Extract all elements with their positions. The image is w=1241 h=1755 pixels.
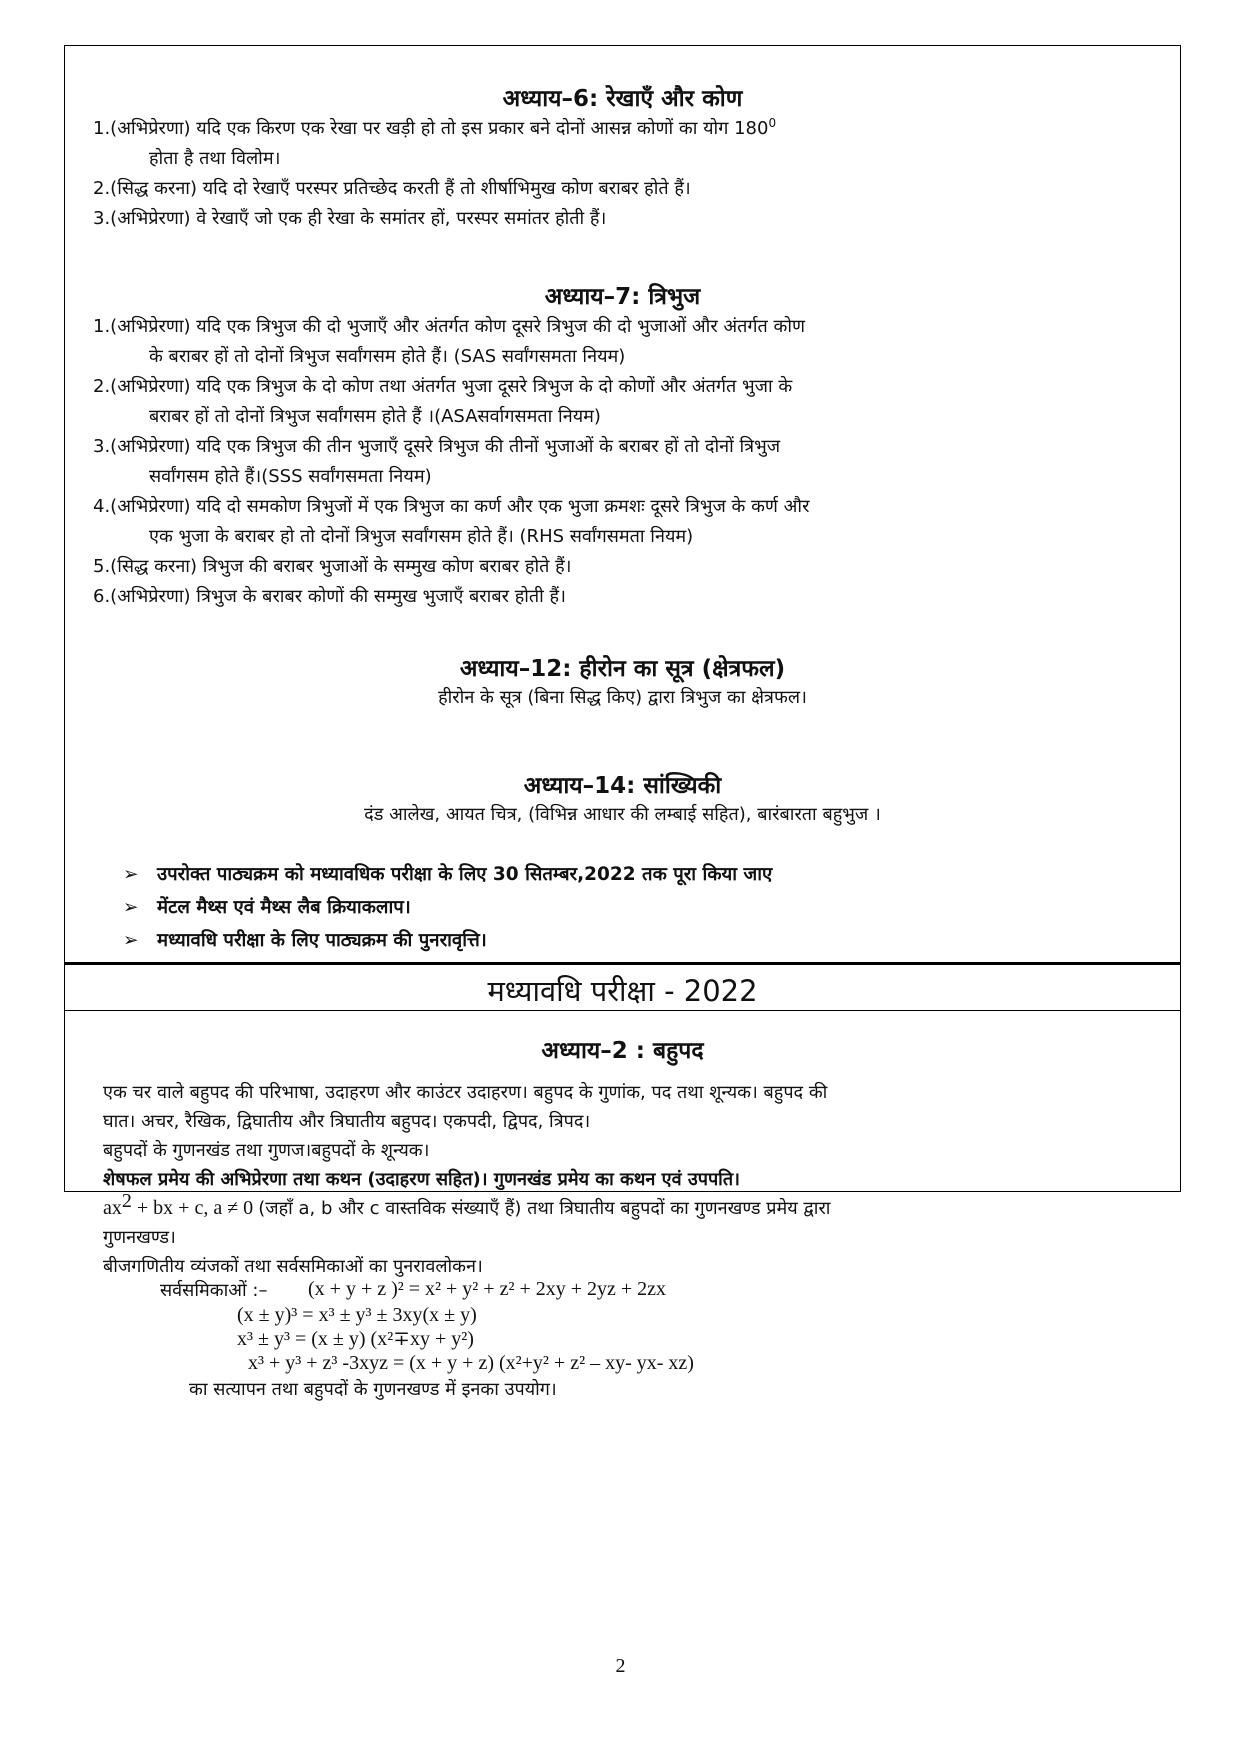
note-item (65, 858, 1180, 891)
note-text: मध्यावधि परीक्षा के लिए पाठ्यक्रम की पुनरावृत्ति। (157, 930, 487, 951)
degree-sup: 0 (768, 116, 777, 130)
item-text: 3.(अभिप्रेरणा) यदि एक त्रिभुज की तीन भुजाएँ दूसरे त्रिभुज की तीनों भुजाओं के बराबर हों तो दोनों त्रिभुज (93, 436, 781, 457)
chapter-2-section (65, 1036, 1180, 1281)
para-line: बीजगणितीय व्यंजकों तथा सर्वसमिकाओं का पुनरावलोकन। (103, 1256, 483, 1277)
chapter-12-text: हीरोन के सूत्र (बिना सिद्ध किए) द्वारा त्रिभुज का क्षेत्रफल। (438, 687, 807, 708)
para-text: (जहाँ a, b और c वास्तविक संख्याएँ हैं) तथा त्रिघातीय बहुपदों का गुणनखण्ड प्रमेय द्वारा (258, 1198, 831, 1219)
para-line: शेषफल प्रमेय की अभिप्रेरणा तथा कथन (उदाहरण सहित)। गुणनखंड प्रमेय का कथन एवं उपपति। (103, 1169, 740, 1190)
para-line: बहुपदों के गुणनखंड तथा गुणज।बहुपदों के शून्यक। (103, 1140, 430, 1161)
item-text: 3.(अभिप्रेरणा) वे रेखाएँ जो एक ही रेखा के समांतर हों, परस्पर समांतर होती हैं। (93, 208, 607, 229)
note-text: उपरोक्त पाठ्यक्रम को मध्यावधिक परीक्षा के लिए 30 सितम्बर,2022 तक पूरा किया जाए (157, 864, 773, 885)
item-text-cont: के बराबर हों तो दोनों त्रिभुज सर्वांगसम होते हैं। (SAS सर्वांगसमता नियम) (149, 346, 626, 367)
math-text: + bx + c, a ≠ 0 (131, 1197, 259, 1219)
chapter-2-title: अध्याय–2 : बहुपद (541, 1038, 704, 1064)
list-item (65, 174, 1180, 204)
list-item (65, 312, 1180, 372)
chapter-14-title: अध्याय–14: सांख्यिकी (523, 773, 722, 799)
para-line: गुणनखण्ड। (103, 1227, 176, 1248)
math-text: ax (103, 1197, 122, 1219)
list-item (65, 372, 1180, 432)
item-text-cont: सर्वांगसम होते हैं।(SSS सर्वांगसमता नियम) (149, 466, 432, 487)
item-text: 2.(अभिप्रेरणा) यदि एक त्रिभुज के दो कोण तथा अंतर्गत भुजा दूसरे त्रिभुज के दो कोणों और अंतर्गत भुजा के (93, 376, 793, 397)
identity: (x ± y)³ = x³ ± y³ ± 3xy(x ± y) (237, 1304, 477, 1326)
list-item (65, 492, 1180, 552)
note-item (65, 924, 1180, 957)
arrow-bullet-icon: ➢ (123, 897, 139, 918)
paragraph (65, 1078, 1180, 1281)
list-item (65, 582, 1180, 612)
para-line (103, 1190, 1150, 1223)
arrow-bullet-icon: ➢ (123, 930, 139, 951)
divider (65, 1010, 1180, 1011)
item-text: 6.(अभिप्रेरणा) त्रिभुज के बराबर कोणों की सम्मुख भुजाएँ बराबर होती हैं। (93, 586, 566, 607)
identities-label: सर्वसमिकाओं :– (160, 1280, 268, 1301)
list-item (65, 204, 1180, 234)
item-text-cont: बराबर हों तो दोनों त्रिभुज सर्वांगसम होते हैं ।(ASAसर्वागसमता नियम) (149, 406, 601, 427)
exam-title: मध्यावधि परीक्षा - 2022 (487, 974, 758, 1008)
list-item (65, 114, 1180, 174)
chapter-14-section (65, 771, 1180, 829)
para-line: घात। अचर, रैखिक, द्विघातीय और त्रिघातीय बहुपद। एकपदी, द्विपद, त्रिपद। (103, 1111, 591, 1132)
chapter-7-title: अध्याय–7: त्रिभुज (544, 284, 701, 310)
para-line: एक चर वाले बहुपद की परिभाषा, उदाहरण और काउंटर उदाहरण। बहुपद के गुणांक, पद तथा शून्यक। बहुपद की (103, 1082, 828, 1103)
item-text: 1.(अभिप्रेरणा) यदि एक त्रिभुज की दो भुजाएँ और अंतर्गत कोण दूसरे त्रिभुज की दो भुजाओं और अंतर्गत कोण (93, 316, 806, 337)
list-item (65, 432, 1180, 492)
closing-text: का सत्यापन तथा बहुपदों के गुणनखण्ड में इनका उपयोग। (189, 1379, 557, 1400)
note-text: मेंटल मैथ्स एवं मैथ्स लैब क्रियाकलाप। (157, 897, 411, 918)
identity: x³ + y³ + z³ -3xyz = (x + y + z) (x²+y² + z² – xy- yx- xz) (248, 1352, 694, 1374)
arrow-bullet-icon: ➢ (123, 864, 139, 885)
item-text: 5.(सिद्ध करना) त्रिभुज की बराबर भुजाओं के सम्मुख कोण बराबर होते हैं। (93, 556, 572, 577)
identity: (x + y + z )² = x² + y² + z² + 2xy + 2yz + 2zx (308, 1278, 667, 1300)
item-text: 2.(सिद्ध करना) यदि दो रेखाएँ परस्पर प्रतिच्छेद करती हैं तो शीर्षाभिमुख कोण बराबर होते हैं। (93, 178, 691, 199)
identity: x³ ± y³ = (x ± y) (x²∓xy + y²) (237, 1328, 474, 1350)
item-text-cont: होता है तथा विलोम। (149, 148, 281, 169)
chapter-12-title: अध्याय–12: हीरोन का सूत्र (क्षेत्रफल) (459, 656, 786, 682)
divider (65, 962, 1180, 965)
page-number: 2 (615, 1655, 626, 1677)
item-text-cont: एक भुजा के बराबर हो तो दोनों त्रिभुज सर्वांगसम होते हैं। (RHS सर्वांगसमता नियम) (149, 526, 694, 547)
math-sup: 2 (121, 1190, 132, 1212)
note-item (65, 891, 1180, 924)
list-item (65, 552, 1180, 582)
item-text: 1.(अभिप्रेरणा) यदि एक किरण एक रेखा पर खड़ी हो तो इस प्रकार बने दोनों आसन्न कोणों का योग 180 (93, 118, 769, 139)
chapter-14-text: दंड आलेख, आयत चित्र, (विभिन्न आधार की लम्बाई सहित), बारंबारता बहुभुज । (364, 804, 881, 825)
document-frame (64, 45, 1181, 1400)
chapter-6-section (65, 84, 1180, 234)
chapter-12-section (65, 654, 1180, 712)
chapter-7-section (65, 282, 1180, 612)
chapter-6-title: अध्याय–6: रेखाएँ और कोण (502, 86, 743, 112)
item-text: 4.(अभिप्रेरणा) यदि दो समकोण त्रिभुजों में एक त्रिभुज का कर्ण और एक भुजा क्रमशः दूसरे त्रिभुज के कर्ण और (93, 496, 810, 517)
notes-list (65, 858, 1180, 957)
